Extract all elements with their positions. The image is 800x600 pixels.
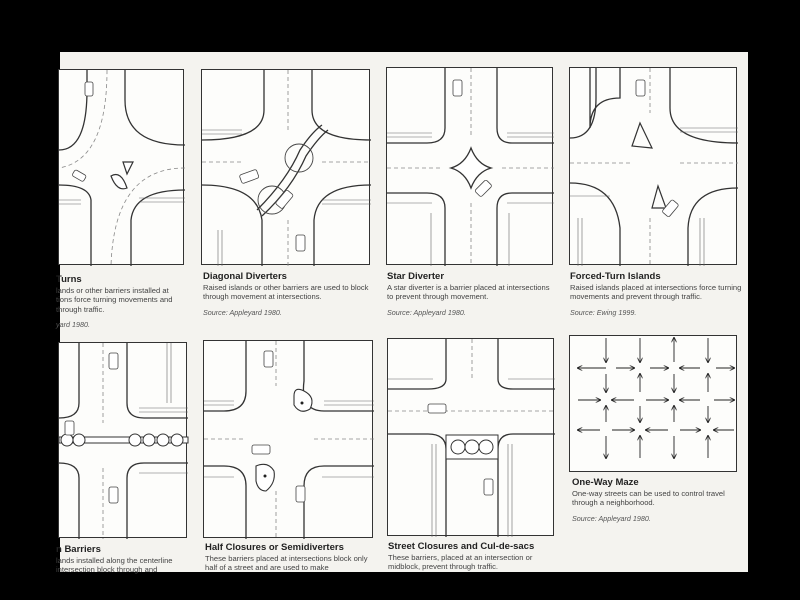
figure-title: Star Diverter bbox=[387, 271, 445, 282]
figure-source: Source: Ewing 1999. bbox=[570, 307, 637, 317]
diagram-panel-forced-turns bbox=[58, 69, 184, 265]
diagram-panel-star-diverter bbox=[386, 67, 553, 265]
figure-caption bbox=[56, 544, 182, 575]
figure-caption bbox=[205, 542, 375, 573]
figure-title: Diagonal Diverters bbox=[203, 271, 287, 282]
figure-description: Raised islands or other barriers are used to block through movement at intersections. bbox=[203, 283, 369, 302]
figure-caption bbox=[572, 477, 744, 523]
figure-title: Half Closures or Semidiverters bbox=[205, 542, 344, 553]
figure-title: Turns bbox=[56, 274, 82, 285]
figure-caption bbox=[203, 271, 373, 317]
figure-source: Source: Appleyard 1980. bbox=[572, 513, 651, 523]
diagram-panel-median-barriers bbox=[58, 342, 187, 538]
figure-caption bbox=[387, 271, 557, 317]
figure-title: Street Closures and Cul-de-sacs bbox=[388, 541, 535, 552]
figure-description: lands installed along the centerline intersection block through and bbox=[56, 556, 173, 575]
diagram-panel-diagonal-diverters bbox=[201, 69, 370, 265]
diagram-panel-one-way-maze bbox=[569, 335, 737, 472]
figure-description: A star diverter is a barrier placed at intersections to prevent through movement. bbox=[387, 283, 550, 302]
figure-title: One-Way Maze bbox=[572, 477, 639, 488]
diagram-panel-half-closures bbox=[203, 340, 373, 538]
diagram-panel-street-closures bbox=[387, 338, 554, 536]
figure-caption bbox=[56, 274, 178, 329]
figure-description: These barriers placed at intersections block only half of a street and are used to make bbox=[205, 554, 368, 573]
figure-description: One-way streets can be used to control travel through a neighborhood. bbox=[572, 489, 725, 508]
figure-title: n Barriers bbox=[56, 544, 101, 555]
figure-description: These barriers, placed at an intersection or midblock, prevent through traffic. bbox=[388, 553, 533, 572]
figure-source: Source: Appleyard 1980. bbox=[387, 307, 466, 317]
figure-caption bbox=[388, 541, 558, 572]
figure-source: Source: Appleyard 1980. bbox=[203, 307, 282, 317]
book-page bbox=[56, 52, 748, 575]
figure-title: Forced-Turn Islands bbox=[570, 271, 661, 282]
figure-description: Raised islands placed at intersections force turning movements and prevent through traffic. bbox=[570, 283, 742, 302]
figure-caption bbox=[570, 271, 742, 317]
figure-source: yard 1980. bbox=[56, 320, 90, 330]
figure-description: lands or other barriers installed at tions force turning movements and through traffic. bbox=[56, 286, 173, 314]
diagram-panel-forced-turn-islands bbox=[569, 67, 737, 265]
